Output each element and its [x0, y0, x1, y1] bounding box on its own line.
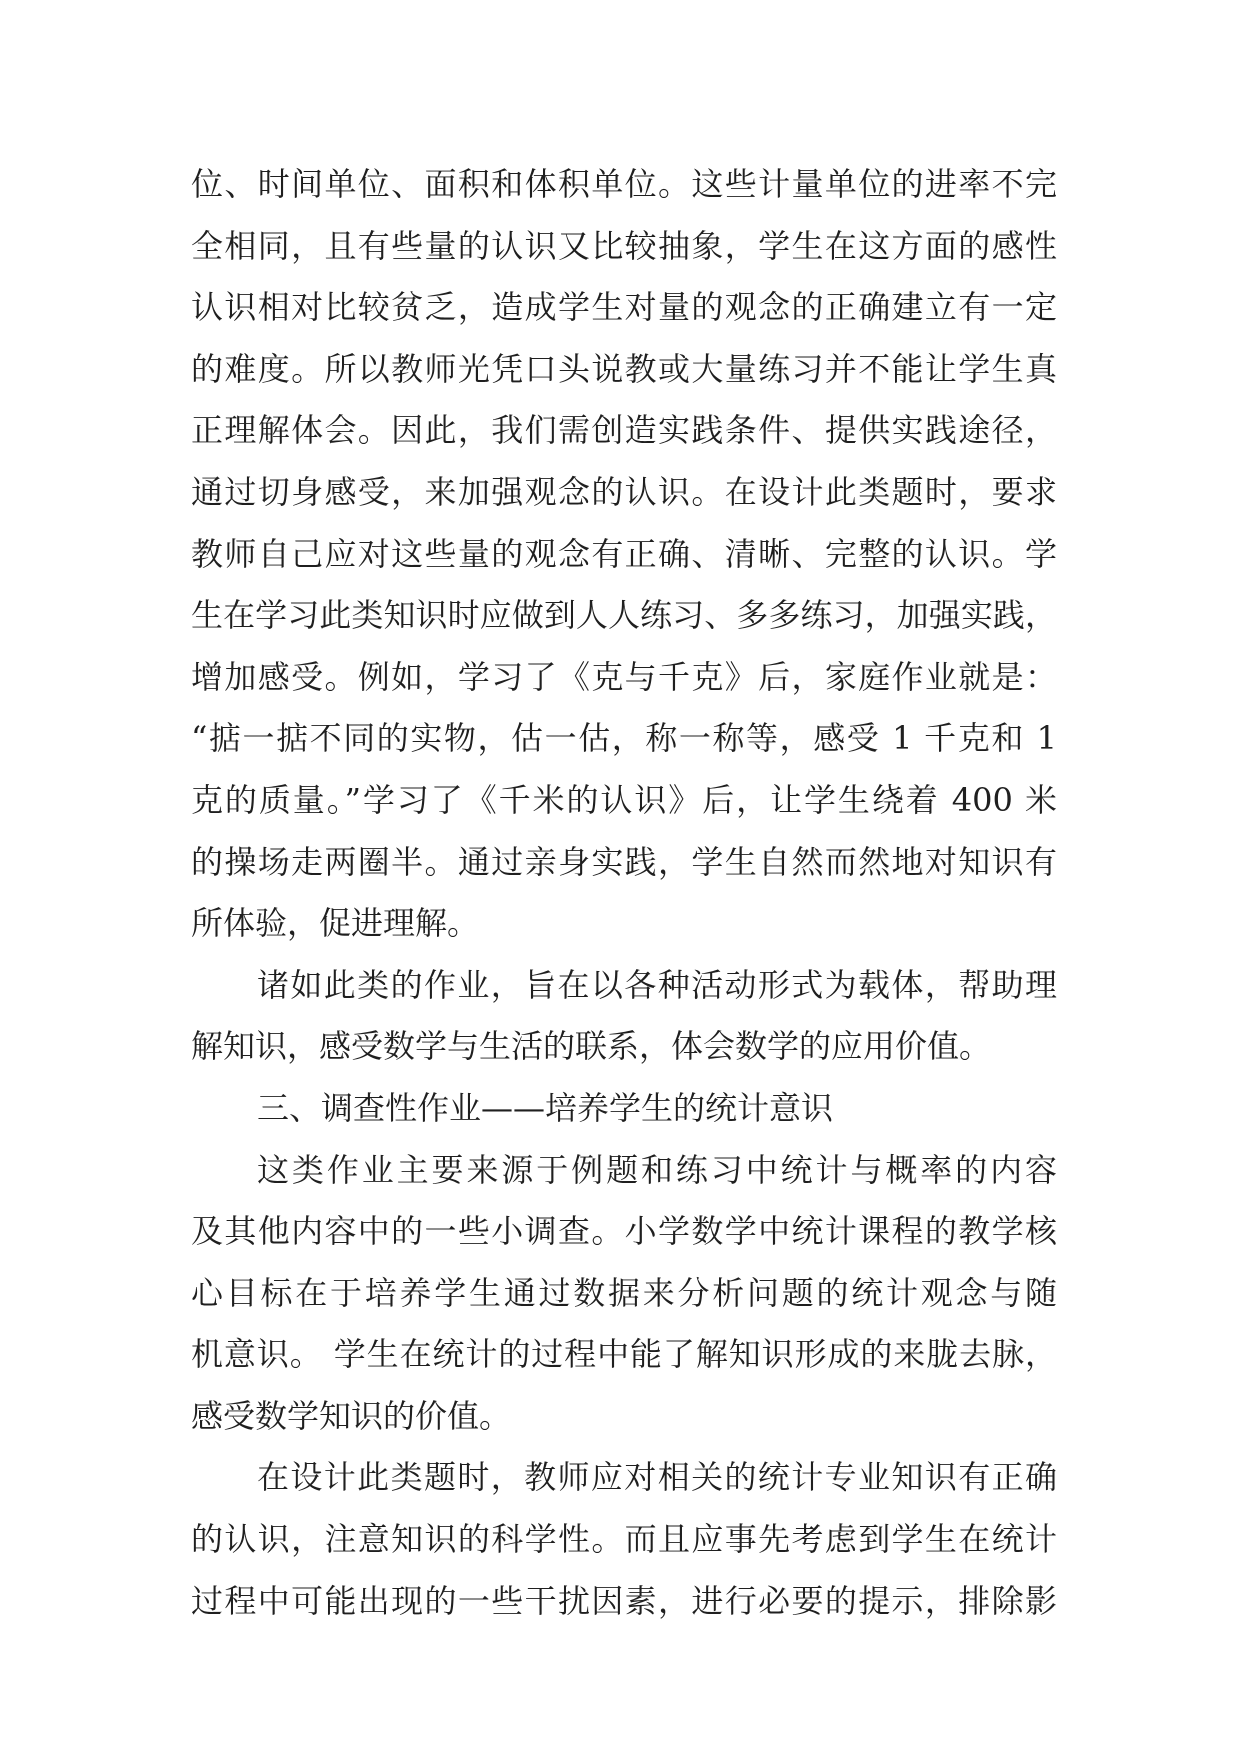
text-line: 在设计此类题时，教师应对相关的统计专业知识有正确 [257, 1458, 1057, 1497]
text-line: 这类作业主要来源于例题和练习中统计与概率的内容 [257, 1150, 1057, 1189]
text-line: 心目标在于培养学生通过数据来分析问题的统计观念与随 [191, 1273, 1057, 1312]
text-line: 感受数学知识的价值。 [191, 1396, 512, 1435]
text-line: 正理解体会。因此，我们需创造实践条件、提供实践途径， [191, 411, 1057, 450]
text-line: 全相同，且有些量的认识又比较抽象，学生在这方面的感性 [191, 226, 1057, 265]
body-text [191, 154, 1057, 1632]
text-line: 机意识。 学生在统计的过程中能了解知识形成的来胧去脉， [191, 1335, 1057, 1374]
text-line: 通过切身感受，来加强观念的认识。在设计此类题时，要求 [191, 472, 1057, 511]
text-line: 过程中可能出现的一些干扰因素，进行必要的提示，排除影 [191, 1581, 1057, 1620]
text-line: 增加感受。例如，学习了《克与千克》后，家庭作业就是： [191, 657, 1057, 696]
text-line: 位、时间单位、面积和体积单位。这些计量单位的进率不完 [191, 165, 1057, 203]
text-line: 教师自己应对这些量的观念有正确、清晰、完整的认识。学 [191, 534, 1057, 573]
text-line: 克的质量。”学习了《千米的认识》后，让学生绕着 400 米 [191, 780, 1057, 819]
text-line: 的认识，注意知识的科学性。而且应事先考虑到学生在统计 [191, 1520, 1057, 1559]
text-line: 的难度。所以教师光凭口头说教或大量练习并不能让学生真 [191, 349, 1057, 388]
text-line: 解知识，感受数学与生活的联系，体会数学的应用价值。 [191, 1027, 992, 1066]
text-line: “掂一掂不同的实物，估一估，称一称等，感受 1 千克和 1 [191, 719, 1057, 758]
text-line: 的操场走两圈半。通过亲身实践，学生自然而然地对知识有 [191, 842, 1057, 881]
text-line: 生在学习此类知识时应做到人人练习、多多练习，加强实践， [191, 596, 1057, 635]
text-line: 诸如此类的作业，旨在以各种活动形式为载体，帮助理 [257, 965, 1057, 1004]
text-line: 认识相对比较贫乏，造成学生对量的观念的正确建立有一定 [191, 288, 1057, 327]
text-line: 所体验，促进理解。 [191, 904, 480, 943]
text-line: 及其他内容中的一些小调查。小学数学中统计课程的教学核 [191, 1212, 1057, 1251]
text-line: 三、调查性作业——培养学生的统计意识 [257, 1088, 834, 1127]
